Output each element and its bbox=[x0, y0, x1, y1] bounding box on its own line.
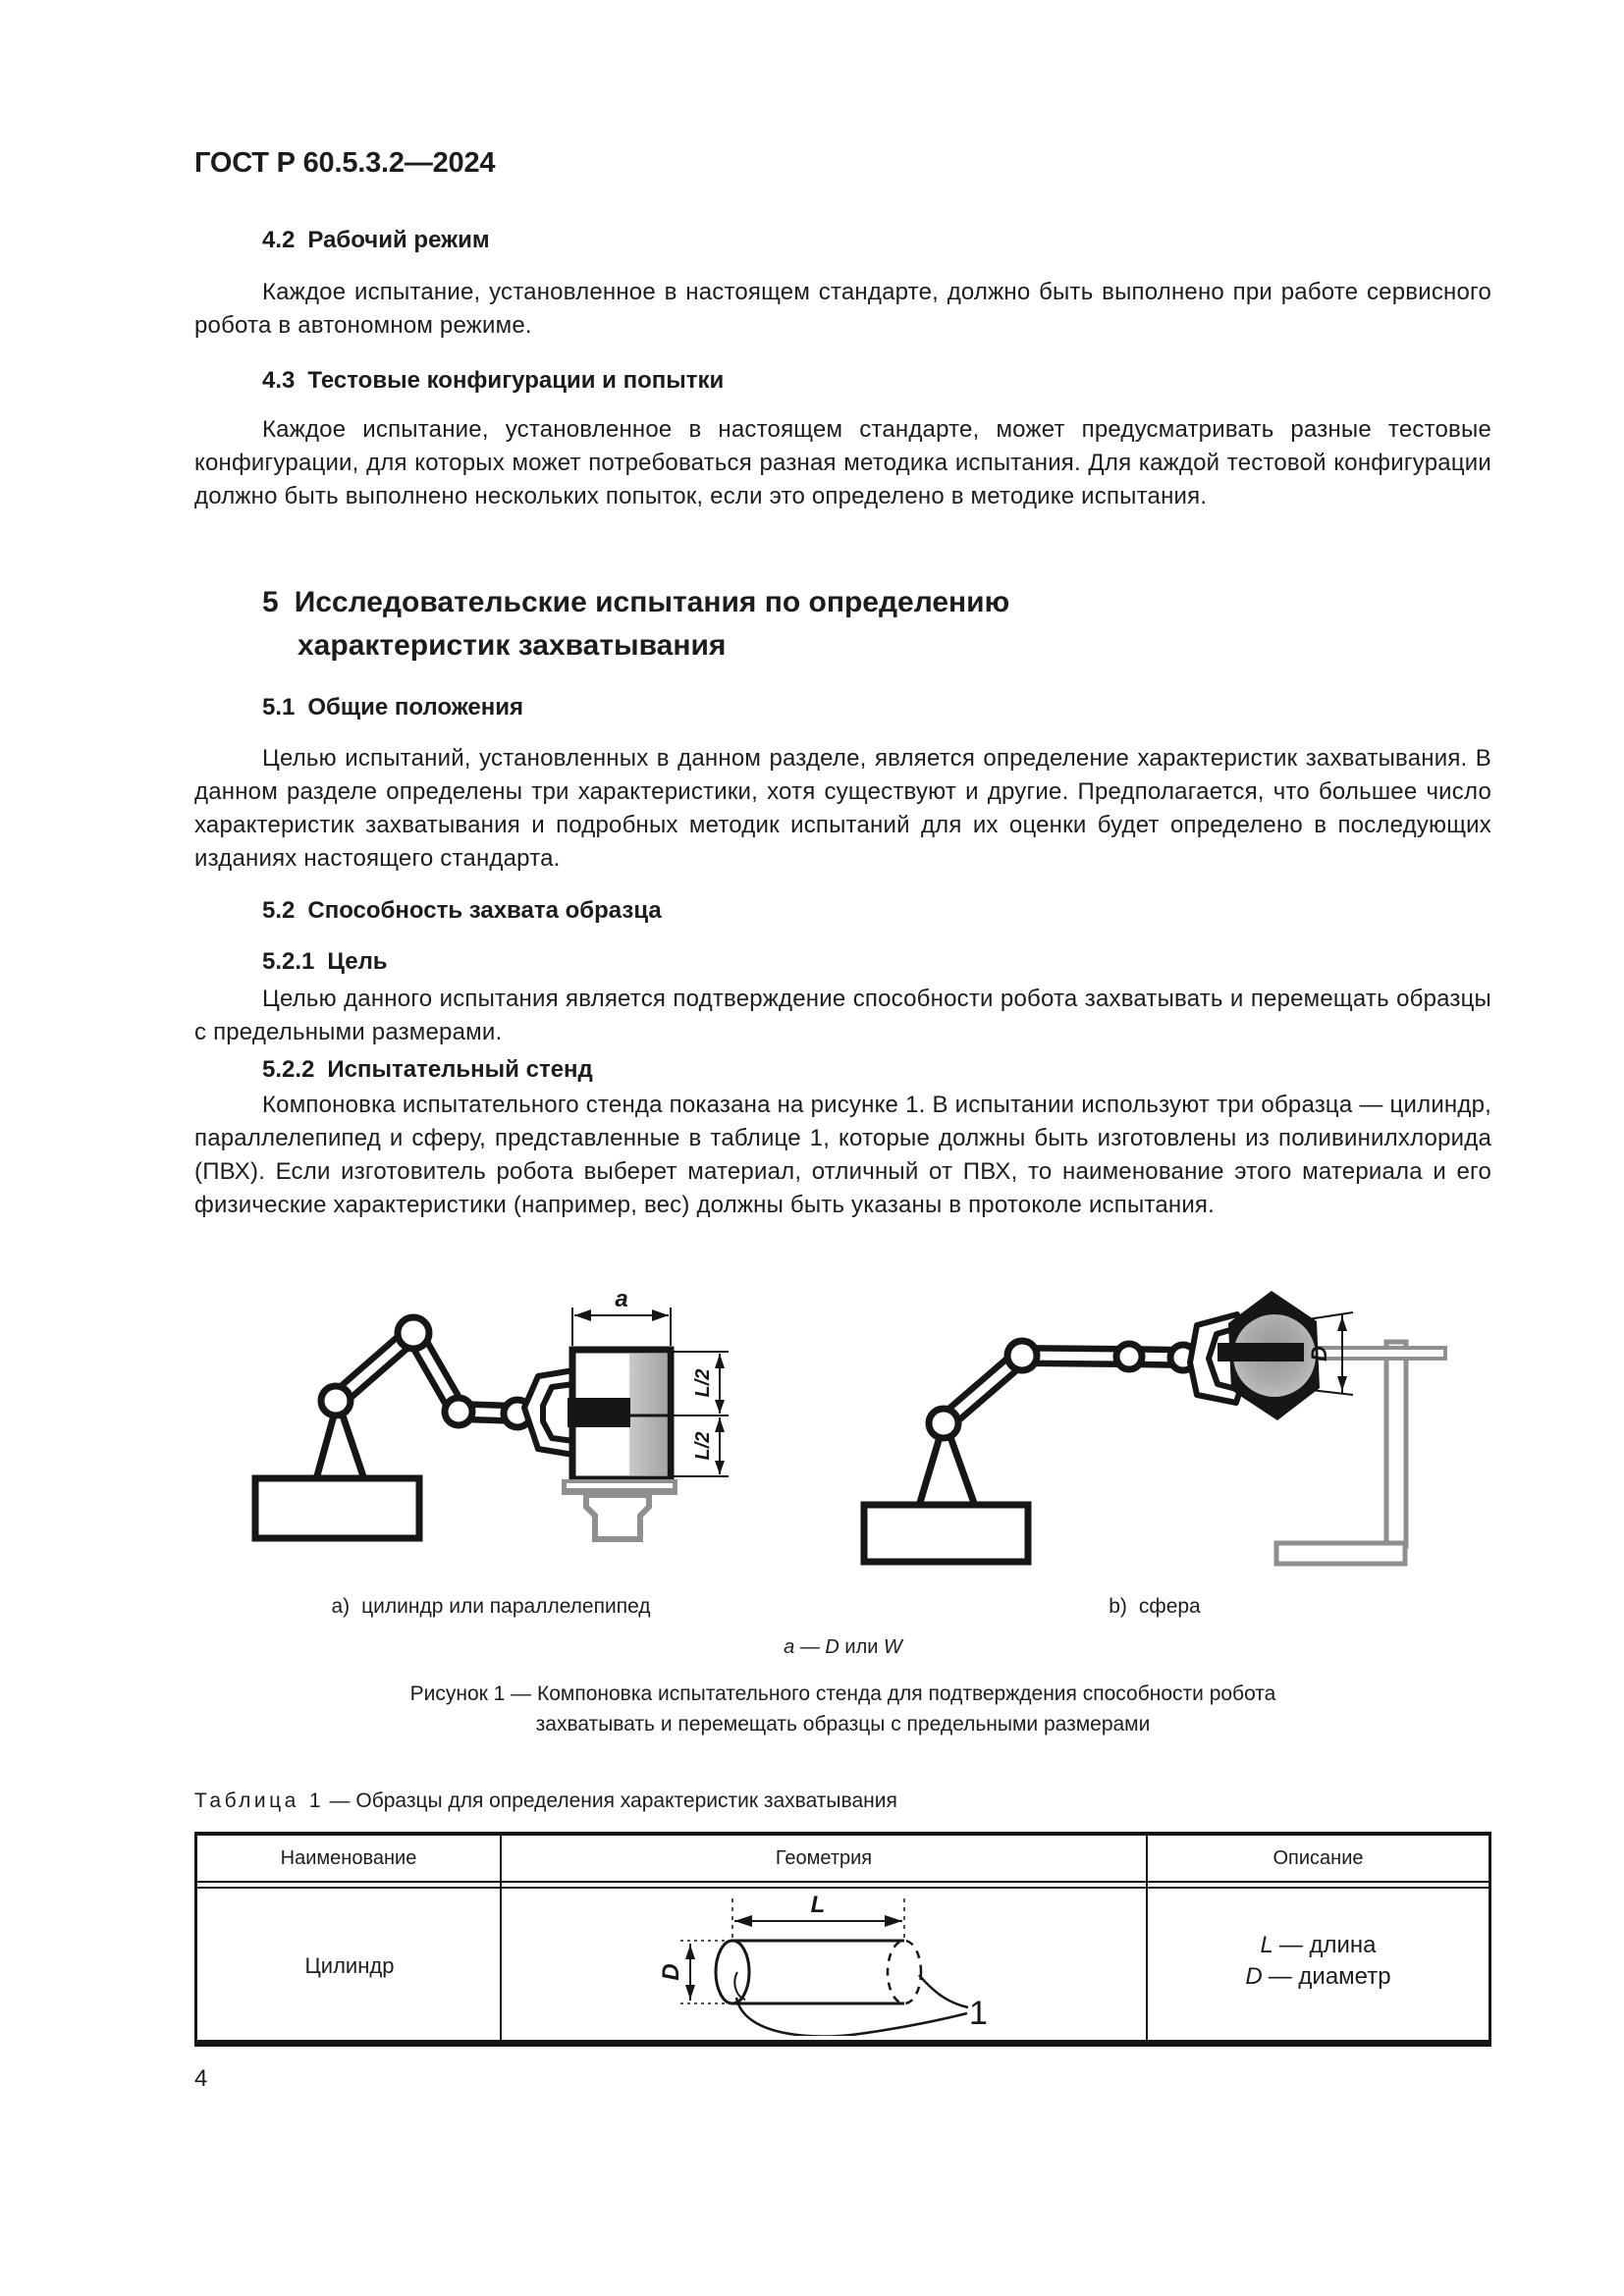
figure-caption-line2: захватывать и перемещать образцы с предельными размерами bbox=[535, 1713, 1151, 1735]
table-1 bbox=[194, 1832, 1491, 2047]
figure-caption-line1: Рисунок 1 — Компоновка испытательного стенда для подтверждения способности робота bbox=[409, 1682, 1276, 1705]
column-header-description: Описание bbox=[1272, 1847, 1364, 1869]
dimension-a bbox=[572, 1308, 671, 1346]
table-title-text: — Образцы для определения характеристик захватывания bbox=[329, 1789, 897, 1812]
paragraph-5-2-1: Целью данного испытания является подтверждение способности робота захватывать и перемещать образцы с предельными размерами. bbox=[194, 986, 1491, 1045]
heading-number: 5.2.2 bbox=[262, 1056, 315, 1083]
paragraph-4-3: Каждое испытание, установленное в настоящем стандарте, может предусматривать разные тестовые конфигурации, для которых может потребоваться разная методика испытания. Для каждой тестовой конфигурации должно быть выполнено нескольких попыток, если это определено в методике испытания. bbox=[194, 416, 1491, 509]
description-line-d: D — диаметр bbox=[1245, 1963, 1391, 1990]
column-header-name: Наименование bbox=[280, 1847, 417, 1869]
column-header-geometry: Геометрия bbox=[775, 1847, 873, 1869]
dimension-d-label: D bbox=[1307, 1346, 1331, 1362]
table-cell-description bbox=[1148, 1930, 1489, 1993]
heading-title: Общие положения bbox=[307, 694, 524, 721]
robot-arm-b bbox=[864, 1314, 1240, 1562]
heading-title: Рабочий режим bbox=[307, 227, 490, 253]
heading-5-2-1 bbox=[194, 947, 1491, 977]
sample-object-a bbox=[562, 1350, 677, 1539]
heading-number: 5.2.1 bbox=[262, 948, 315, 975]
heading-5-1 bbox=[194, 693, 1491, 722]
heading-5-2 bbox=[194, 896, 1491, 926]
subfigure-a-caption: a) цилиндр или параллелепипед bbox=[331, 1595, 651, 1618]
grip-rod-b bbox=[1218, 1343, 1304, 1362]
paragraph-5-1: Целью испытаний, установленных в данном разделе, является определение характеристик захватывания. В данном разделе определены три характеристики, хотя существуют и другие. Предполагается, что большее число характеристик захватывания и подробных методик испытаний для их оценки будет определено в последующих изданиях настоящего стандарта. bbox=[194, 745, 1491, 872]
heading-number: 4.2 bbox=[262, 227, 296, 253]
figure-legend: a — D или W bbox=[784, 1636, 902, 1658]
heading-title: Исследовательские испытания по определению bbox=[294, 586, 1010, 618]
subfigure-a-letter: a) bbox=[331, 1595, 351, 1618]
table-header-rule bbox=[197, 1881, 1489, 1883]
heading-5-2-2 bbox=[194, 1055, 1491, 1085]
heading-title: Тестовые конфигурации и попытки bbox=[307, 367, 725, 394]
heading-4-2 bbox=[194, 226, 1491, 255]
heading-title: Цель bbox=[327, 948, 388, 975]
table-cell-geometry-drawing bbox=[502, 1887, 1146, 2036]
doc-code-header: ГОСТ Р 60.5.3.2—2024 bbox=[194, 147, 496, 179]
table-dim-d-label: D bbox=[658, 1963, 684, 1981]
heading-5-line2: характеристик захватывания bbox=[298, 629, 727, 662]
table-dim-l-label: L bbox=[810, 1892, 826, 1918]
subfigure-b-letter: b) bbox=[1109, 1595, 1127, 1618]
table-label: Таблица bbox=[194, 1789, 299, 1812]
heading-number: 4.3 bbox=[262, 367, 296, 394]
table-callout-1: 1 bbox=[969, 1995, 988, 2032]
stand-pedestal-a bbox=[586, 1495, 649, 1539]
subfigure-b-caption: b) сфера bbox=[1109, 1595, 1201, 1618]
paragraph-4-2: Каждое испытание, установленное в настоящем стандарте, должно быть выполнено при работе сервисного робота в автономном режиме. bbox=[194, 279, 1491, 339]
figure-1-caption bbox=[194, 1679, 1491, 1739]
page-number: 4 bbox=[194, 2065, 208, 2092]
dimension-l2-bottom-label: L/2 bbox=[692, 1431, 714, 1461]
heading-5-line1 bbox=[262, 581, 1274, 624]
dimension-l2-top-label: L/2 bbox=[692, 1368, 714, 1398]
table-1-title bbox=[194, 1789, 897, 1813]
dimension-a-label: a bbox=[615, 1286, 628, 1312]
table-number: 1 bbox=[308, 1789, 321, 1812]
robot-arm-a bbox=[255, 1317, 573, 1538]
table-cell-name: Цилиндр bbox=[304, 1953, 395, 1978]
heading-4-3 bbox=[194, 366, 1491, 396]
gripper-a bbox=[524, 1370, 573, 1455]
heading-number: 5.2 bbox=[262, 897, 296, 924]
grip-rod-a bbox=[568, 1398, 630, 1427]
heading-number: 5 bbox=[262, 586, 279, 618]
heading-5 bbox=[194, 581, 1274, 667]
heading-title: Способность захвата образца bbox=[307, 897, 662, 924]
figure-1-drawing bbox=[0, 1271, 1624, 1610]
heading-title: Испытательный стенд bbox=[327, 1056, 593, 1083]
heading-number: 5.1 bbox=[262, 694, 296, 721]
paragraph-5-2-2: Компоновка испытательного стенда показана на рисунке 1. В испытании используют три образца — цилиндр, параллелепипед и сферу, представленные в таблице 1, которые должны быть изготовлены из поливинилхлорида (ПВХ). Если изготовитель робота выберет материал, отличный от ПВХ, то наименование этого материала и его физические характеристики (например, вес) должны быть указаны в протоколе испытания. bbox=[194, 1092, 1491, 1218]
description-line-l: L — длина bbox=[1260, 1932, 1377, 1958]
